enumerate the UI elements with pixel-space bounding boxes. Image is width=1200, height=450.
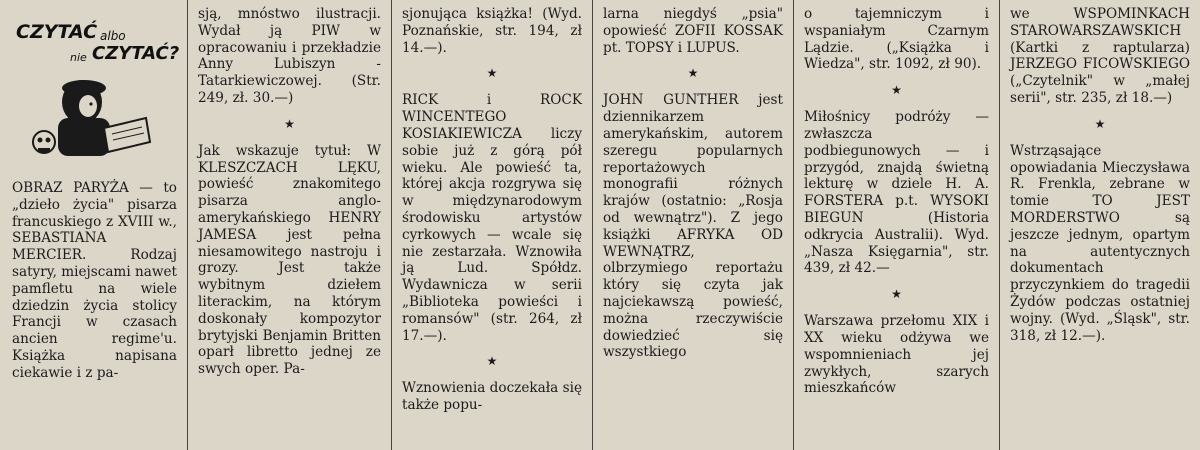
logo-word-czytac: CZYTAĆ — [16, 21, 98, 43]
czytac-logo — [12, 10, 180, 170]
star-separator: ★ — [1094, 116, 1106, 131]
star-separator: ★ — [891, 287, 902, 302]
paragraph: Warszawa przełomu XIX i XX wieku odżywa we wspomnieniach jej zwykłych, szarych mieszkańców — [804, 313, 989, 397]
paragraph: Wstrząsające opowiadania Mieczysława R. Frenkla, zebrane w tomie TO JEST MORDERSTWO są jeszcze jednym, opartym na autentycznych dokumentach przyczynkiem do tragedii Żydów podczas ostatniej wojny. (Wyd. „Śląsk", str. 318, zł 12.—). — [1010, 142, 1190, 344]
paragraph: Wznowienia doczekała się także popu- — [402, 380, 582, 414]
paragraph: RICK i ROCK WINCENTEGO KOSIAKIEWICZA liczy sobie już z górą pół wieku. Ale powieść ta, której akcja rozgrywa się w międzynarodowym środowisku artystów cyrkowych — wcale się nie zestarzała. Wznowiła ją Lud. Spółdz. Wydawnicza w serii „Biblioteka powieści i romansów" (str. 264, zł 17.—). — [402, 92, 582, 344]
paragraph: JOHN GUNTHER jest dziennikarzem amerykańskim, autorem szeregu popularnych reportażowych monografii różnych krajów (ostatnio: „Rosja od wewnątrz"). Z jego książki AFRYKA OD WEWNĄTRZ, olbrzymiego reportażu który się czyta jak najciekawszą powieść, można rzeczywiście dowiedzieć się wszystkiego — [603, 92, 783, 361]
paragraph: OBRAZ PARYŻA — to „dzieło życia" pisarza francuskiego z XVIII w., SEBASTIANA MERCIER. Rodzaj satyry, miejscami nawet pamfletu na wiele dziedzin życia stolicy Francji w czasach ancien regime'u. Książka napisana ciekawie i z pa- — [12, 180, 177, 381]
logo-word-czytac-question: CZYTAĆ? — [92, 43, 180, 64]
paragraph: larna niegdyś „psia" opowieść ZOFII KOSSAK pt. TOPSY i LUPUS. — [603, 6, 783, 56]
column-4 — [592, 0, 793, 450]
star-separator: ★ — [284, 116, 295, 131]
paragraph: sją, mnóstwo ilustracji. Wydał ją PIW w opracowaniu i przekładzie Anny Lubiszyn - Tatarkiewiczowej. (Str. 249, zł. 30.—) — [198, 6, 381, 106]
paragraph: Miłośnicy podróży — zwłaszcza podbiegunowych — i przygód, znajdą świetną lekturę w dziele H. A. FORSTERA p.t. WYSOKI BIEGUN (Historia odkrycia Australii). Wyd. „Nasza Księgarnia", str. 439, zł 42.— — [804, 109, 989, 277]
column-1-text — [0, 180, 187, 382]
column-5 — [793, 0, 999, 450]
paragraph: o tajemniczym i wspaniałym Czarnym Lądzie. („Książka i Wiedza", str. 1092, zł 90). — [804, 6, 989, 73]
column-6 — [999, 0, 1200, 450]
logo-word-albo: albo — [100, 29, 126, 43]
star-separator: ★ — [486, 354, 498, 369]
column-1 — [0, 0, 187, 450]
star-separator: ★ — [687, 66, 699, 81]
column-2 — [187, 0, 391, 450]
star-separator: ★ — [486, 66, 498, 81]
logo-word-nie: nie — [70, 51, 87, 64]
paragraph: sjonująca książka! (Wyd. Poznańskie, str. 194, zł 14.—). — [402, 6, 582, 56]
paragraph: Jak wskazuje tytuł: W KLESZCZACH LĘKU, powieść znakomitego pisarza anglo-amerykańskiego HENRY JAMESA jest pełna niesamowitego nastroju i grozy. Jest także wybitnym dziełem literackim, na którym doskonały kompozytor brytyjski Benjamin Britten oparł libretto jednej ze swych oper. Pa- — [198, 142, 381, 378]
star-separator: ★ — [891, 83, 902, 98]
column-3 — [391, 0, 592, 450]
paragraph: we WSPOMINKACH STAROWARSZAWSKICH (Kartki z raptularza) JERZEGO FICOWSKIEGO („Czytelnik" w „małej serii", str. 235, zł 18.—) — [1010, 6, 1190, 106]
